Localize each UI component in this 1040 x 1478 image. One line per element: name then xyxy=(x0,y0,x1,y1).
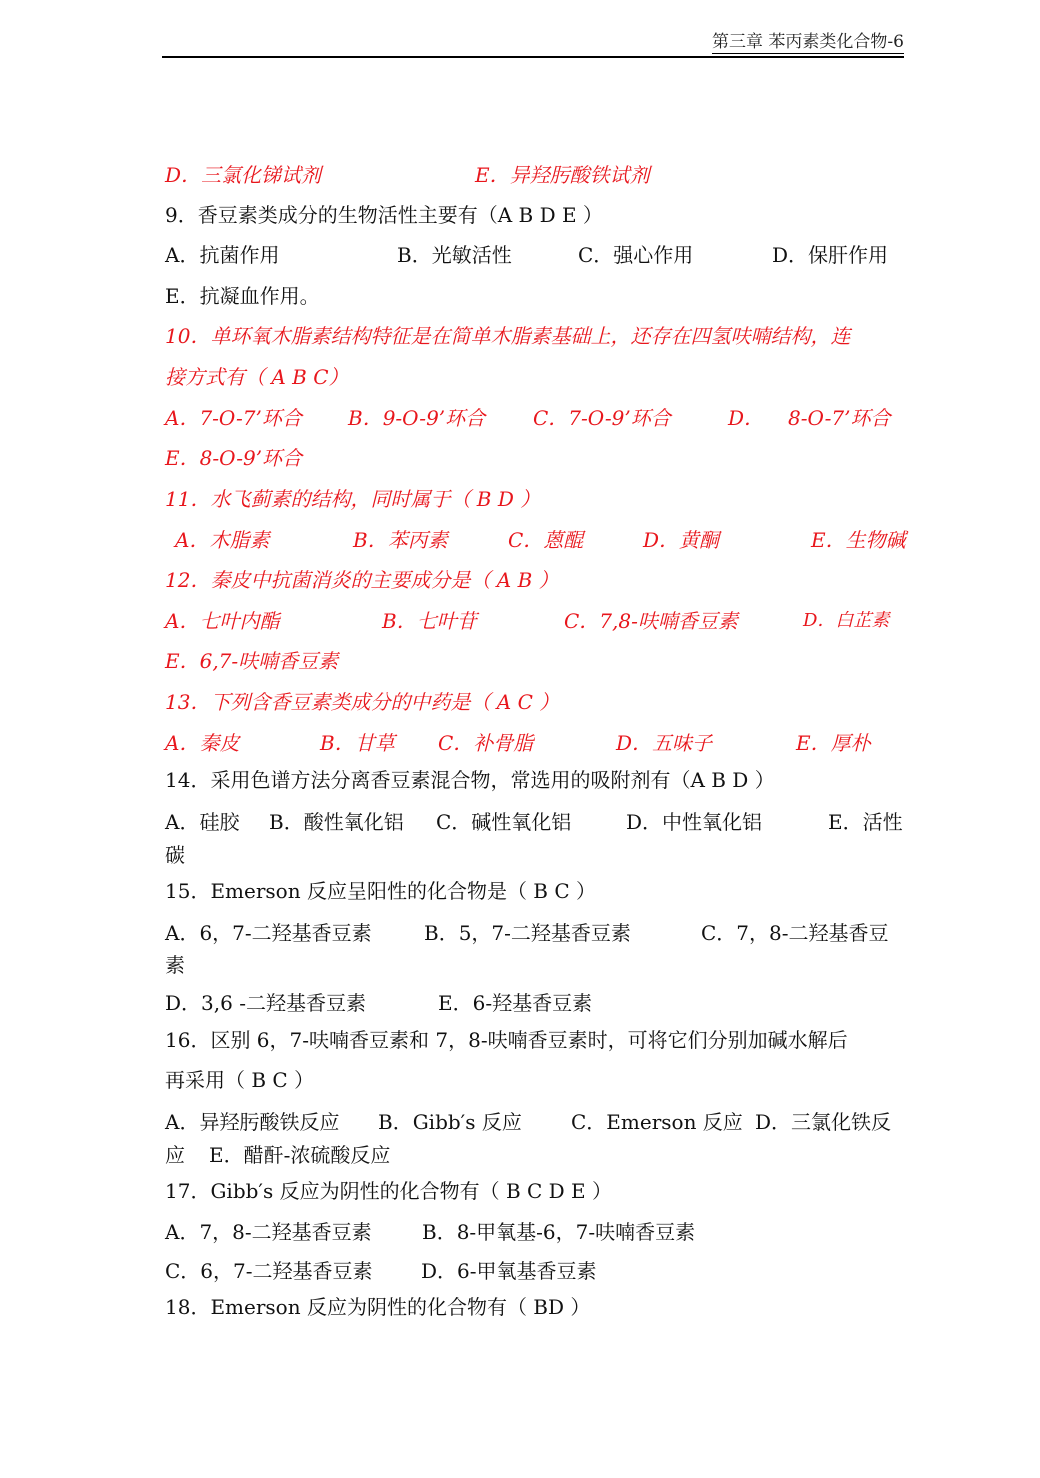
text-line xyxy=(165,568,925,594)
option-text: E．生物碱 xyxy=(811,528,906,552)
option-text: B．七叶苷 xyxy=(382,609,477,633)
option-text: D． xyxy=(728,406,765,430)
line-text: E．6,7-呋喃香豆素 xyxy=(165,649,339,673)
page-header xyxy=(162,30,904,58)
line-text: 17．Gibb′s 反应为阴性的化合物有（ B C D E ） xyxy=(165,1179,613,1203)
option-text: D．三氯化铁反 xyxy=(755,1110,892,1134)
text-line xyxy=(165,731,925,757)
line-text: 碳 xyxy=(165,843,185,867)
line-text: 14．采用色谱方法分离香豆素混合物，常选用的吸附剂有（A B D ） xyxy=(165,768,775,792)
option-text: C．7-O-9’环合 xyxy=(533,406,671,430)
text-line xyxy=(165,609,925,635)
option-text: B．甘草 xyxy=(320,731,395,755)
line-text: 9．香豆素类成分的生物活性主要有（A B D E ） xyxy=(165,203,603,227)
line-text: 素 xyxy=(165,953,185,977)
text-line xyxy=(165,203,925,229)
line-text: 13．下列含香豆素类成分的中药是（ A C ） xyxy=(165,690,560,714)
line-text: E．抗凝血作用。 xyxy=(165,284,320,308)
line-text: 18．Emerson 反应为阴性的化合物有（ BD ） xyxy=(165,1295,591,1319)
option-text: B．5，7-二羟基香豆素 xyxy=(424,921,631,945)
text-line xyxy=(165,1179,925,1205)
text-line xyxy=(165,1220,925,1246)
option-text: E．6-羟基香豆素 xyxy=(438,991,593,1015)
text-line xyxy=(165,1028,925,1054)
option-text: B．8-甲氧基-6，7-呋喃香豆素 xyxy=(422,1220,696,1244)
option-text: D．保肝作用 xyxy=(772,243,889,267)
option-text: D．五味子 xyxy=(616,731,713,755)
option-text: E．异羟肟酸铁试剂 xyxy=(475,163,650,187)
option-text: D．黄酮 xyxy=(643,528,720,552)
line-text: A．异羟肟酸铁反应 xyxy=(165,1110,340,1134)
option-text: C．蒽醌 xyxy=(508,528,584,552)
text-line xyxy=(165,324,925,350)
text-line xyxy=(165,446,925,472)
line-text: A．7，8-二羟基香豆素 xyxy=(165,1220,372,1244)
text-line xyxy=(165,649,925,675)
line-text: 接方式有（ A B C） xyxy=(165,365,349,389)
option-text: C．Emerson 反应 xyxy=(571,1110,743,1134)
text-line xyxy=(165,843,925,869)
option-text: B．9-O-9’环合 xyxy=(348,406,486,430)
line-text: 15．Emerson 反应呈阳性的化合物是（ B C ） xyxy=(165,879,597,903)
text-line xyxy=(165,284,925,310)
line-text: E．8-O-9’环合 xyxy=(165,446,303,470)
option-text: C．补骨脂 xyxy=(438,731,534,755)
line-text: A．7-O-7’环合 xyxy=(165,406,302,430)
option-text: E．厚朴 xyxy=(796,731,871,755)
line-text: 再采用（ B C ） xyxy=(165,1068,315,1092)
line-text: 16．区别 6，7-呋喃香豆素和 7，8-呋喃香豆素时，可将它们分别加碱水解后 xyxy=(165,1028,848,1052)
option-text: C．7，8-二羟基香豆 xyxy=(701,921,889,945)
text-line xyxy=(165,991,925,1017)
text-line xyxy=(165,810,925,836)
text-line xyxy=(165,1068,925,1094)
option-text: B．酸性氧化铝 xyxy=(269,810,404,834)
option-text: C．强心作用 xyxy=(578,243,694,267)
text-line xyxy=(165,953,925,979)
line-text: A．木脂素 xyxy=(175,528,270,552)
line-text: C．6，7-二羟基香豆素 xyxy=(165,1259,373,1283)
option-text: D．6-甲氧基香豆素 xyxy=(421,1259,597,1283)
text-line xyxy=(165,1295,925,1321)
text-line xyxy=(165,921,925,947)
header-title: 第三章 苯丙素类化合物-6 xyxy=(712,32,904,52)
line-text: A．6，7-二羟基香豆素 xyxy=(165,921,372,945)
text-line xyxy=(165,163,925,189)
text-line xyxy=(165,1259,925,1285)
text-line xyxy=(165,528,925,554)
text-line xyxy=(165,1110,925,1136)
line-text: 10．单环氧木脂素结构特征是在简单木脂素基础上，还存在四氢呋喃结构，连 xyxy=(165,324,851,348)
option-text: B．苯丙素 xyxy=(353,528,448,552)
line-text: 11．水飞蓟素的结构，同时属于（ B D ） xyxy=(165,487,541,511)
option-text: E．醋酐-浓硫酸反应 xyxy=(209,1143,391,1167)
line-text: D．三氯化锑试剂 xyxy=(165,163,322,187)
option-text: D．白芷素 xyxy=(803,610,890,631)
text-line xyxy=(165,690,925,716)
line-text: 12．秦皮中抗菌消炎的主要成分是（ A B ） xyxy=(165,568,559,592)
line-text: A．七叶内酯 xyxy=(165,609,280,633)
option-text: B．Gibb′s 反应 xyxy=(378,1110,522,1134)
text-line xyxy=(165,243,925,269)
line-text: D．3,6 -二羟基香豆素 xyxy=(165,991,366,1015)
line-text: A．硅胶 xyxy=(165,810,240,834)
text-line xyxy=(165,365,925,391)
option-text: B．光敏活性 xyxy=(397,243,512,267)
line-text: A．秦皮 xyxy=(165,731,240,755)
text-line xyxy=(165,406,925,432)
line-text: 应 xyxy=(165,1143,185,1167)
text-line xyxy=(165,1143,925,1169)
option-text: E．活性 xyxy=(828,810,903,834)
text-line xyxy=(165,768,925,794)
option-text: 8-O-7’环合 xyxy=(788,406,891,430)
option-text: D．中性氧化铝 xyxy=(626,810,763,834)
text-line xyxy=(165,879,925,905)
line-text: A．抗菌作用 xyxy=(165,243,280,267)
option-text: C．7,8-呋喃香豆素 xyxy=(564,609,738,633)
text-line xyxy=(165,487,925,513)
option-text: C．碱性氧化铝 xyxy=(436,810,572,834)
